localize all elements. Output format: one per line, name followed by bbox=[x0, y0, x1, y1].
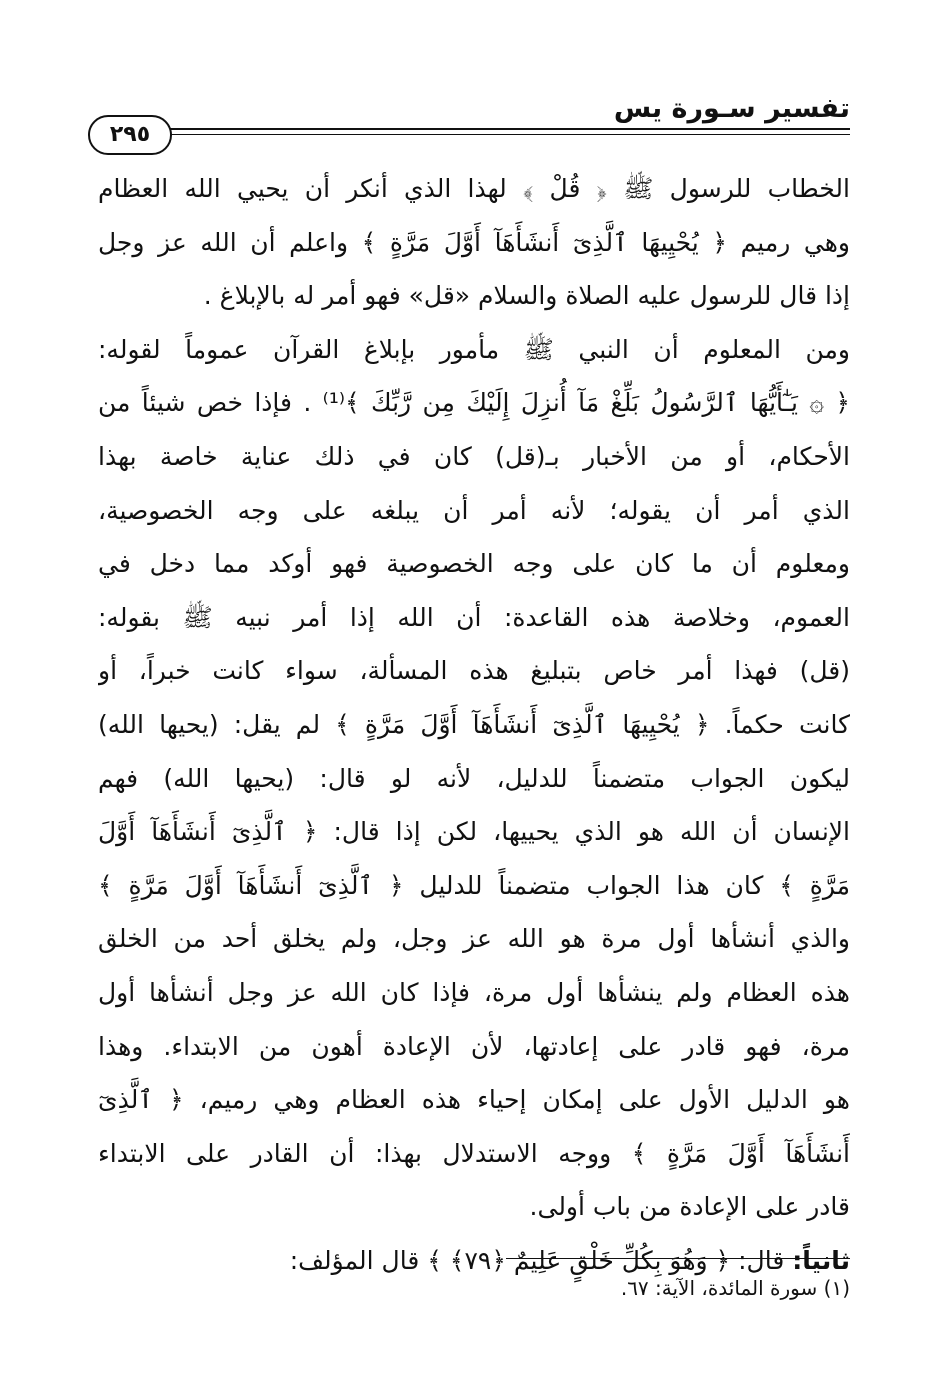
footnote-rule bbox=[506, 1258, 850, 1259]
text-line: وهي رميم ﴿ يُحْيِيهَا ٱلَّذِىٓ أَنشَأَهَآ أَوَّلَ مَرَّةٍ ﴾ واعلم أن الله عز وجل bbox=[98, 227, 850, 257]
footnote: (١) سورة المائدة، الآية: ٦٧. bbox=[620, 1276, 850, 1300]
text-line: والذي أنشأها أول مرة هو الله عز وجل، ولم يخلق أحد من الخلق bbox=[98, 924, 850, 954]
text-line: ﴿ ۞ يَـٰٓأَيُّهَا ٱلرَّسُولُ بَلِّغْ مَآ أُنزِلَ إِلَيْكَ مِن رَّبِّكَ ﴾⁽¹⁾ . فإذا خص شيئاً من bbox=[98, 388, 850, 418]
text-line: مَرَّةٍ ﴾ كان هذا الجواب متضمناً للدليل ﴿ ٱلَّذِىٓ أَنشَأَهَآ أَوَّلَ مَرَّةٍ ﴾ bbox=[98, 870, 850, 900]
text-line: قادر على الإعادة من باب أولى. bbox=[529, 1192, 850, 1222]
closing-text: قال: ﴿ وَهُوَ بِكُلِّ خَلْقٍ عَلِيمٌ ﴿٧٩﴾ ﴾ قال المؤلف: bbox=[289, 1245, 793, 1275]
text-line: هو الدليل الأول على إمكان إحياء هذه العظام وهي رميم، ﴿ ٱلَّذِىٓ bbox=[98, 1085, 850, 1115]
text-line: الإنسان أن الله هو الذي يحييها، لكن إذا قال: ﴿ ٱلَّذِىٓ أَنشَأَهَآ أَوَّلَ bbox=[98, 817, 850, 847]
text-line: إذا قال للرسول عليه الصلاة والسلام «قل» فهو أمر له بالإبلاغ . bbox=[203, 281, 850, 311]
text-line: كانت حكماً. ﴿ يُحْيِيهَا ٱلَّذِىٓ أَنشَأَهَآ أَوَّلَ مَرَّةٍ ﴾ لم يقل: (يحيها الله) bbox=[98, 709, 850, 739]
header-rule-thin bbox=[168, 134, 850, 135]
text-line: (قل) فهذا أمر خاص بتبليغ هذه المسألة، سواء كانت خبراً، أو bbox=[98, 656, 850, 686]
text-line: ومعلوم أن ما كان على وجه الخصوصية فهو أوكد مما دخل في bbox=[98, 549, 850, 579]
running-title: تفسير سـورة يس bbox=[613, 93, 850, 124]
text-line: الخطاب للرسول ﷺ ﴿ قُلْ ﴾ لهذا الذي أنكر أن يحيي الله العظام bbox=[98, 174, 850, 203]
text-line: مرة، فهو قادر على إعادتها، لأن الإعادة أهون من الابتداء. وهذا bbox=[98, 1031, 850, 1061]
body-text bbox=[98, 162, 850, 1287]
text-line: العموم، وخلاصة هذه القاعدة: أن الله إذا أمر نبيه ﷺ بقوله: bbox=[98, 602, 850, 632]
section-lead: ثانياً: bbox=[792, 1245, 850, 1275]
text-line: أَنشَأَهَآ أَوَّلَ مَرَّةٍ ﴾ ووجه الاستدلال بهذا: أن القادر على الابتداء bbox=[98, 1138, 850, 1168]
header-rule bbox=[168, 128, 850, 130]
text-line: الأحكام، أو من الأخبار بـ(قل) كان في ذلك عناية خاصة بهذا bbox=[98, 441, 850, 471]
text-line: الذي أمر أن يقوله؛ لأنه أمر أن يبلغه على وجه الخصوصية، bbox=[98, 495, 850, 525]
text-line: ومن المعلوم أن النبي ﷺ مأمور بإبلاغ القرآن عموماً لقوله: bbox=[98, 334, 850, 364]
text-line: هذه العظام ولم ينشأها أول مرة، فإذا كان الله عز وجل أنشأها أول bbox=[98, 977, 850, 1007]
text-line: ليكون الجواب متضمناً للدليل، لأنه لو قال: (يحيها الله) فهم bbox=[98, 763, 850, 793]
page-number: ٢٩٥ bbox=[88, 115, 172, 155]
